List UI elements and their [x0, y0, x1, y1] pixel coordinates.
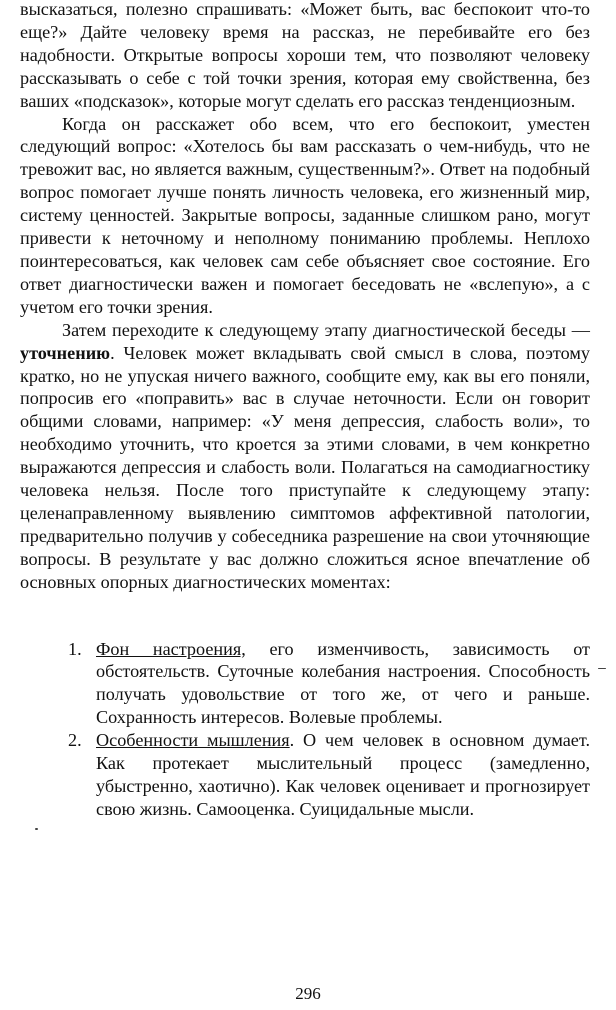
list-item-title: Фон настроения,: [96, 638, 246, 659]
paragraph-1: высказаться, полезно спрашивать: «Может быть, вас беспокоит что-то еще?» Дайте человеку время на рассказ, не перебивайте его без надобности. Открытые вопросы хороши тем, что позволяют человеку рассказывать о себе с той точки зрения, которая ему свойственна, без ваших «подсказок», которые могут сделать его рассказ тенденциозным.: [20, 0, 590, 111]
paragraph-3-start: Затем переходите к следующему этапу диагностической беседы —: [62, 319, 590, 340]
paragraph-3-bold-term: уточнению: [20, 342, 111, 363]
paragraph-3-rest: . Человек может вкладывать свой смысл в слова, поэтому кратко, но не упуская ничего важного, сообщите ему, как вы его поняли, попросив его «поправить» вас в случае неточности. Если он говорит общими словами, например: «У меня депрессия, слабость воли», то необходимо уточнить, что кроется за этими словами, в чем конкретно выражаются депрессия и слабость воли. Полагаться на самодиагностику человека нельзя. После того приступайте к следующему этапу: целенаправленному выявлению симптомов аффективной патологии, предварительно получив у собеседника разрешение на свои уточняющие вопросы. В результате у вас должно сложиться ясное впечатление об основных опорных диагностических моментах:: [20, 342, 590, 592]
list-item: [20, 729, 590, 821]
scan-speck: [35, 828, 38, 830]
list-item-text: его изменчивость, зависимость от обстоятельств. Суточные колебания настроения. Способность получать удовольствие от того же, от чего и раньше. Сохранность интересов. Волевые проблемы.: [96, 638, 590, 728]
page-body: [20, 0, 590, 821]
page-number: 296: [295, 984, 321, 1003]
numbered-list: [20, 638, 590, 821]
list-item-number: 1.: [68, 638, 82, 659]
list-item: [20, 638, 590, 730]
list-item-title: Особенности мышления: [96, 730, 290, 751]
scan-speck: [598, 668, 606, 669]
paragraph-2: Когда он расскажет обо всем, что его беспокоит, уместен следующий вопрос: «Хотелось бы вам рассказать о чем-нибудь, что не тревожит вас, но является важным, существенным?». Ответ на подобный вопрос помогает лучше понять личность человека, его жизненный мир, систему ценностей. Закрытые вопросы, заданные слишком рано, могут привести к неточному и неполному пониманию проблемы. Неплохо поинтересоваться, как человек сам себе объясняет свое состояние. Его ответ диагностически важен и помогает беседовать не «вслепую», а с учетом его точки зрения.: [20, 113, 590, 317]
list-item-number: 2.: [68, 730, 82, 751]
list-item-text: . О чем человек в основном думает. Как протекает мыслительный процесс (замедленно, убыстренно, хаотично). Как человек оценивает и прогнозирует свою жизнь. Самооценка. Суицидальные мысли.: [96, 730, 590, 819]
paragraph-3: [20, 319, 590, 594]
